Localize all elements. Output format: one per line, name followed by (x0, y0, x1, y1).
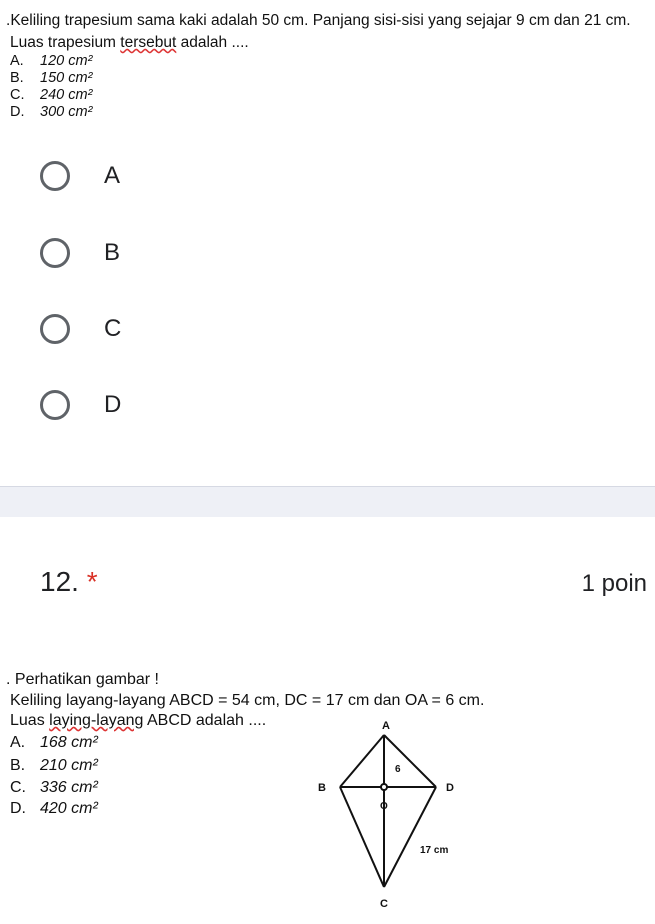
points-label: 1 poin (581, 570, 647, 597)
radio-button-c[interactable] (40, 314, 70, 344)
q12-line3-c: ABCD adalah .... (143, 712, 267, 729)
q12-line1-text: Perhatikan gambar ! (14, 671, 159, 688)
q11-option-letter: D. (10, 104, 25, 120)
q11-line1: Keliling trapesium sama kaki adalah 50 cm. Panjang sisi-sisi yang sejajar 9 cm dan 21 cm. (10, 12, 631, 29)
vertex-label-a: A (382, 720, 390, 732)
q11-option-unit: cm² (68, 104, 93, 120)
q12-line3-a: Luas (10, 712, 50, 729)
q12-option-letter: D. (10, 800, 26, 817)
edge-dc (384, 787, 436, 887)
q11-option-d (10, 104, 92, 120)
q11-line2-c: adalah .... (176, 34, 249, 51)
q12-option-c (10, 779, 98, 797)
q11-option-c (10, 87, 92, 103)
length-label-oa: 6 (395, 764, 401, 775)
vertex-label-d: D (446, 782, 454, 794)
question-number: 12. (40, 566, 79, 597)
q11-option-letter: A. (10, 53, 24, 69)
choice-a[interactable] (40, 161, 120, 191)
q11-line2 (10, 34, 249, 51)
q12-line1 (6, 671, 159, 688)
q11-option-value: 240 (40, 87, 65, 103)
q11-option-b (10, 70, 92, 86)
q12-line3 (10, 712, 266, 729)
required-asterisk: * (86, 566, 98, 597)
q11-dot: . (6, 12, 11, 29)
q12-line3-b: laying-layang (49, 712, 144, 729)
q12-dot: . (6, 671, 11, 688)
q11-option-unit: cm² (68, 53, 93, 69)
q11-line2-a: Luas trapesium (10, 34, 121, 51)
q11-option-unit: cm² (68, 70, 93, 86)
radio-button-d[interactable] (40, 390, 70, 420)
card-divider (0, 486, 655, 518)
q11-line2-b: tersebut (120, 34, 177, 51)
vertex-label-c: C (380, 898, 388, 910)
q12-option-letter: B. (10, 757, 26, 774)
kite-figure (300, 715, 470, 920)
choice-c-label: C (104, 315, 122, 342)
choice-d[interactable] (40, 390, 121, 420)
edge-ad (384, 735, 436, 787)
q12-option-letter: A. (10, 734, 26, 751)
q11-option-letter: B. (10, 70, 24, 86)
q11-option-a (10, 53, 92, 69)
q12-option-value: 420 cm² (40, 800, 98, 817)
center-point (381, 784, 387, 790)
choice-a-label: A (104, 162, 121, 189)
q12-option-d (10, 800, 98, 818)
q11-option-value: 150 (40, 70, 65, 86)
q11-option-value: 120 (40, 53, 65, 69)
edge-bc (340, 787, 384, 887)
q12-option-letter: C. (10, 779, 26, 796)
q12-option-value: 336 cm² (40, 779, 98, 796)
radio-button-b[interactable] (40, 238, 70, 268)
q12-line2: Keliling layang-layang ABCD = 54 cm, DC = 17 cm dan OA = 6 cm. (10, 692, 485, 709)
choice-b[interactable] (40, 238, 120, 268)
length-label-dc: 17 cm (420, 845, 449, 856)
center-label-o: O (380, 801, 388, 812)
choice-d-label: D (104, 391, 122, 418)
q12-option-value: 210 cm² (40, 757, 98, 774)
edge-ab (340, 735, 384, 787)
q11-option-unit: cm² (68, 87, 93, 103)
q12-option-value: 168 cm² (40, 734, 98, 751)
choice-c[interactable] (40, 314, 121, 344)
q11-option-value: 300 (40, 104, 65, 120)
question-11-image (6, 12, 631, 29)
q12-option-a (10, 734, 98, 752)
radio-button-a[interactable] (40, 161, 70, 191)
q12-option-b (10, 757, 98, 775)
q11-option-letter: C. (10, 87, 25, 103)
question-12-title (40, 566, 98, 598)
choice-b-label: B (104, 239, 121, 266)
vertex-label-b: B (318, 782, 326, 794)
